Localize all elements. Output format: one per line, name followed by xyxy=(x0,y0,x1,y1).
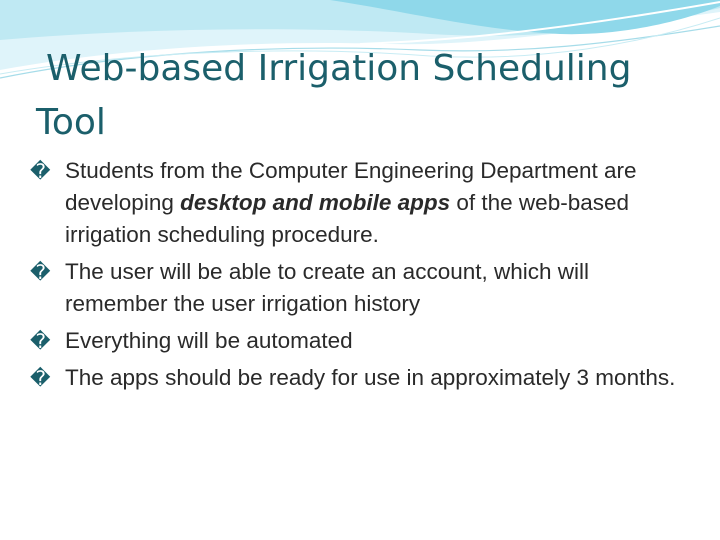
bullet-item xyxy=(30,256,690,320)
bullet-text: of the web-based irrigation scheduling procedure. xyxy=(65,190,630,247)
bullet-glyph-icon: � xyxy=(30,366,51,390)
slide-title xyxy=(36,42,676,150)
bullet-text: Students from the Computer Engineering Department are developing xyxy=(65,158,637,215)
bullet-item xyxy=(30,325,690,357)
bullet-text: The user will be able to create an account, which will remember the user irrigation history xyxy=(65,259,590,316)
bullet-glyph-icon: � xyxy=(30,159,51,183)
bullet-emphasis: desktop and mobile apps xyxy=(180,190,451,215)
bullet-item xyxy=(30,155,690,251)
bullet-text: Everything will be automated xyxy=(65,328,353,353)
slide-title-line-1: Web-based Irrigation Scheduling xyxy=(46,48,632,89)
bullet-glyph-icon: � xyxy=(30,329,51,353)
bullet-list xyxy=(30,155,690,399)
slide-title-line-2: Tool xyxy=(36,102,106,143)
bullet-text: The apps should be ready for use in approximately 3 months. xyxy=(65,365,676,390)
bullet-glyph-icon: � xyxy=(30,260,51,284)
bullet-item xyxy=(30,362,690,394)
